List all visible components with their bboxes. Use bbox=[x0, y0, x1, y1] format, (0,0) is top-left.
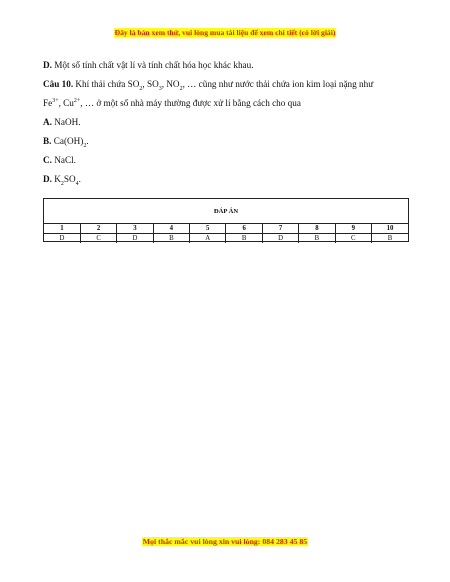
question-text: , SO bbox=[142, 79, 159, 89]
question-text: , … cũng như nước thải chứa ion kim loại nặng như bbox=[182, 79, 374, 89]
option-c bbox=[43, 151, 413, 170]
question-line-2 bbox=[43, 94, 413, 113]
answer-key-table bbox=[44, 223, 408, 243]
option-label: D. bbox=[43, 174, 52, 184]
question-text: Fe bbox=[43, 98, 53, 108]
option-d bbox=[43, 170, 413, 189]
answer-number: 1 bbox=[44, 224, 80, 234]
option-label: B. bbox=[43, 136, 52, 146]
answer-number: 8 bbox=[299, 224, 335, 234]
previous-option-d bbox=[43, 56, 413, 75]
option-text: SO bbox=[63, 174, 76, 184]
preview-notice-text: Đây là bản xem thử, vui lòng mua tài liệu để xem chi tiết (có lời giải) bbox=[114, 28, 336, 37]
question-line-1 bbox=[43, 75, 413, 94]
answer-letter: D bbox=[262, 234, 298, 244]
answer-numbers-row bbox=[44, 224, 408, 234]
question-text: Khí thải chứa SO bbox=[73, 79, 140, 89]
subscript: 3 bbox=[158, 85, 162, 92]
answer-letter: A bbox=[190, 234, 226, 244]
subscript: 4 bbox=[75, 180, 79, 187]
option-text: NaCl. bbox=[51, 155, 76, 165]
question-content bbox=[43, 56, 413, 189]
option-text: NaOH. bbox=[51, 117, 81, 127]
option-text: Ca(OH) bbox=[51, 136, 84, 146]
option-text: Một số tính chất vật lí và tính chất hóa học khác khau. bbox=[51, 60, 254, 70]
contact-text: Mọi thắc mắc vui lòng xin vui lòng: 084 283 45 85 bbox=[142, 537, 308, 546]
question-label: Câu 10. bbox=[43, 79, 74, 89]
answer-letter: D bbox=[44, 234, 80, 244]
answer-letter: B bbox=[299, 234, 335, 244]
answer-number: 2 bbox=[80, 224, 116, 234]
option-text: . bbox=[78, 174, 81, 184]
answer-key-title: ĐÁP ÁN bbox=[213, 208, 239, 215]
answer-letter: C bbox=[80, 234, 116, 244]
answer-letters-row bbox=[44, 234, 408, 244]
option-label: A. bbox=[43, 117, 52, 127]
answer-letter: D bbox=[117, 234, 153, 244]
answer-number: 4 bbox=[153, 224, 189, 234]
answer-letter: B bbox=[226, 234, 262, 244]
superscript: 2+ bbox=[73, 97, 81, 104]
option-label: C. bbox=[43, 155, 52, 165]
option-b bbox=[43, 132, 413, 151]
subscript: 2 bbox=[60, 180, 64, 187]
answer-number: 5 bbox=[190, 224, 226, 234]
answer-letter: C bbox=[335, 234, 371, 244]
answer-number: 9 bbox=[335, 224, 371, 234]
question-text: , Cu bbox=[58, 98, 74, 108]
option-label: D. bbox=[43, 60, 52, 70]
question-text: , … ở một số nhà máy thường được xử lí bằng cách cho qua bbox=[80, 98, 301, 108]
superscript: 3+ bbox=[52, 97, 59, 104]
question-text: , NO bbox=[161, 79, 180, 89]
contact-banner bbox=[0, 537, 450, 546]
answer-number: 6 bbox=[226, 224, 262, 234]
answer-letter: B bbox=[372, 234, 408, 244]
answer-letter: B bbox=[153, 234, 189, 244]
answer-key-box bbox=[43, 198, 409, 242]
subscript: 2 bbox=[179, 85, 183, 92]
option-text: . bbox=[86, 136, 89, 146]
subscript: 2 bbox=[139, 85, 143, 92]
answer-number: 3 bbox=[117, 224, 153, 234]
preview-notice-banner bbox=[0, 28, 450, 37]
subscript: 2 bbox=[83, 142, 87, 149]
answer-number: 10 bbox=[372, 224, 408, 234]
option-a bbox=[43, 113, 413, 132]
answer-number: 7 bbox=[262, 224, 298, 234]
option-text: K bbox=[51, 174, 61, 184]
